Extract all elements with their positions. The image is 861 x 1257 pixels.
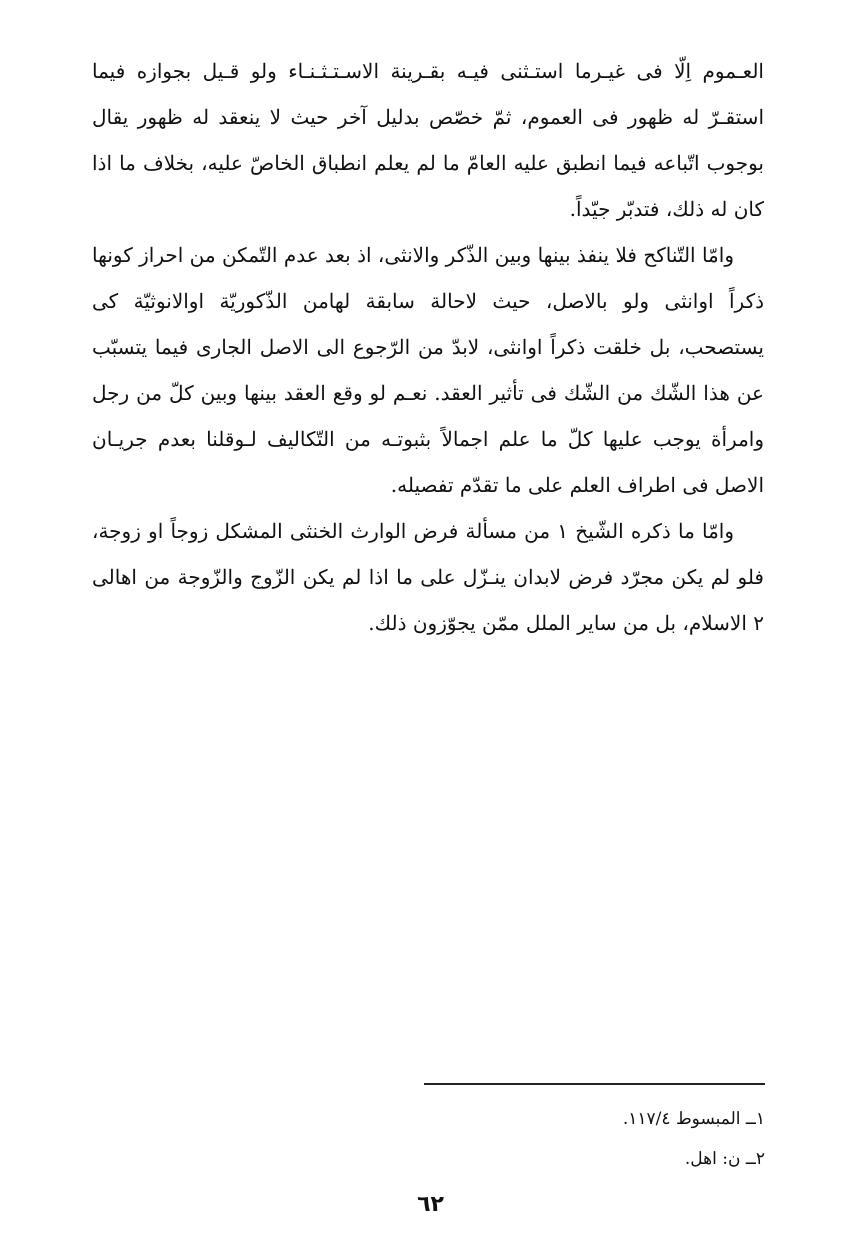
paragraph-3: وامّا ما ذكره الشّيخ ١ من مسألة فرض الوارث الخنثى المشكل زوجاً او زوجة، فلو لم يكن مجرّد فرض لابدان ينـزّل على ما اذا لم يكن الزّوج والزّوجة من اهالى ٢ الاسلام، بل من ساير الملل ممّن يجوّزون ذلك.	[92, 519, 764, 635]
footnotes-block	[424, 1102, 765, 1182]
main-text-block	[92, 48, 764, 646]
paragraph-2: وامّا التّناكح فلا ينفذ بينها وبين الذّكر والانثى، اذ بعد عدم التّمكن من احراز كونها ذكراً اوانثى ولو بالاصل، حيث لاحالة سابقة لهامن الذّكوريّة اوالانوثيّة كى يستصحب، بل خلقت ذكراً اوانثى، لابدّ من الرّجوع الى الاصل الجارى فيما يتسبّب عن هذا الشّك من الشّك فى تأثير العقد. نعـم لو وقع العقد بينها وبين كلّ من رجل وامرأة يوجب عليها كلّ ما علم اجمالاً بثبوتـه من التّكاليف لـوقلنا بعدم جريـان الاصل فى اطراف العلم على ما تقدّم تفصيله.	[92, 243, 764, 497]
footnote-separator	[424, 1083, 765, 1085]
page-number: ٦٢	[417, 1192, 444, 1217]
footnote-1: ١ــ المبسوط ١١٧/٤.	[622, 1109, 765, 1129]
footnote-2: ٢ــ ن: اهل.	[684, 1149, 765, 1169]
paragraph-1: العـموم اِلّا فى غيـرما استـثنى فيـه بقـرينة الاسـتـثـنـاء ولو قـيل بجوازه فيما استقـرّ له ظهور فى العموم، ثمّ خصّص بدليل آخر حيث لا ينعقد له ظهور يقال بوجوب اتّباعه فيما انطبق عليه العامّ ما لم يعلم انطباق الخاصّ عليه، بخلاف ما اذا كان له ذلك، فتدبّر جيّداً.	[92, 59, 764, 221]
